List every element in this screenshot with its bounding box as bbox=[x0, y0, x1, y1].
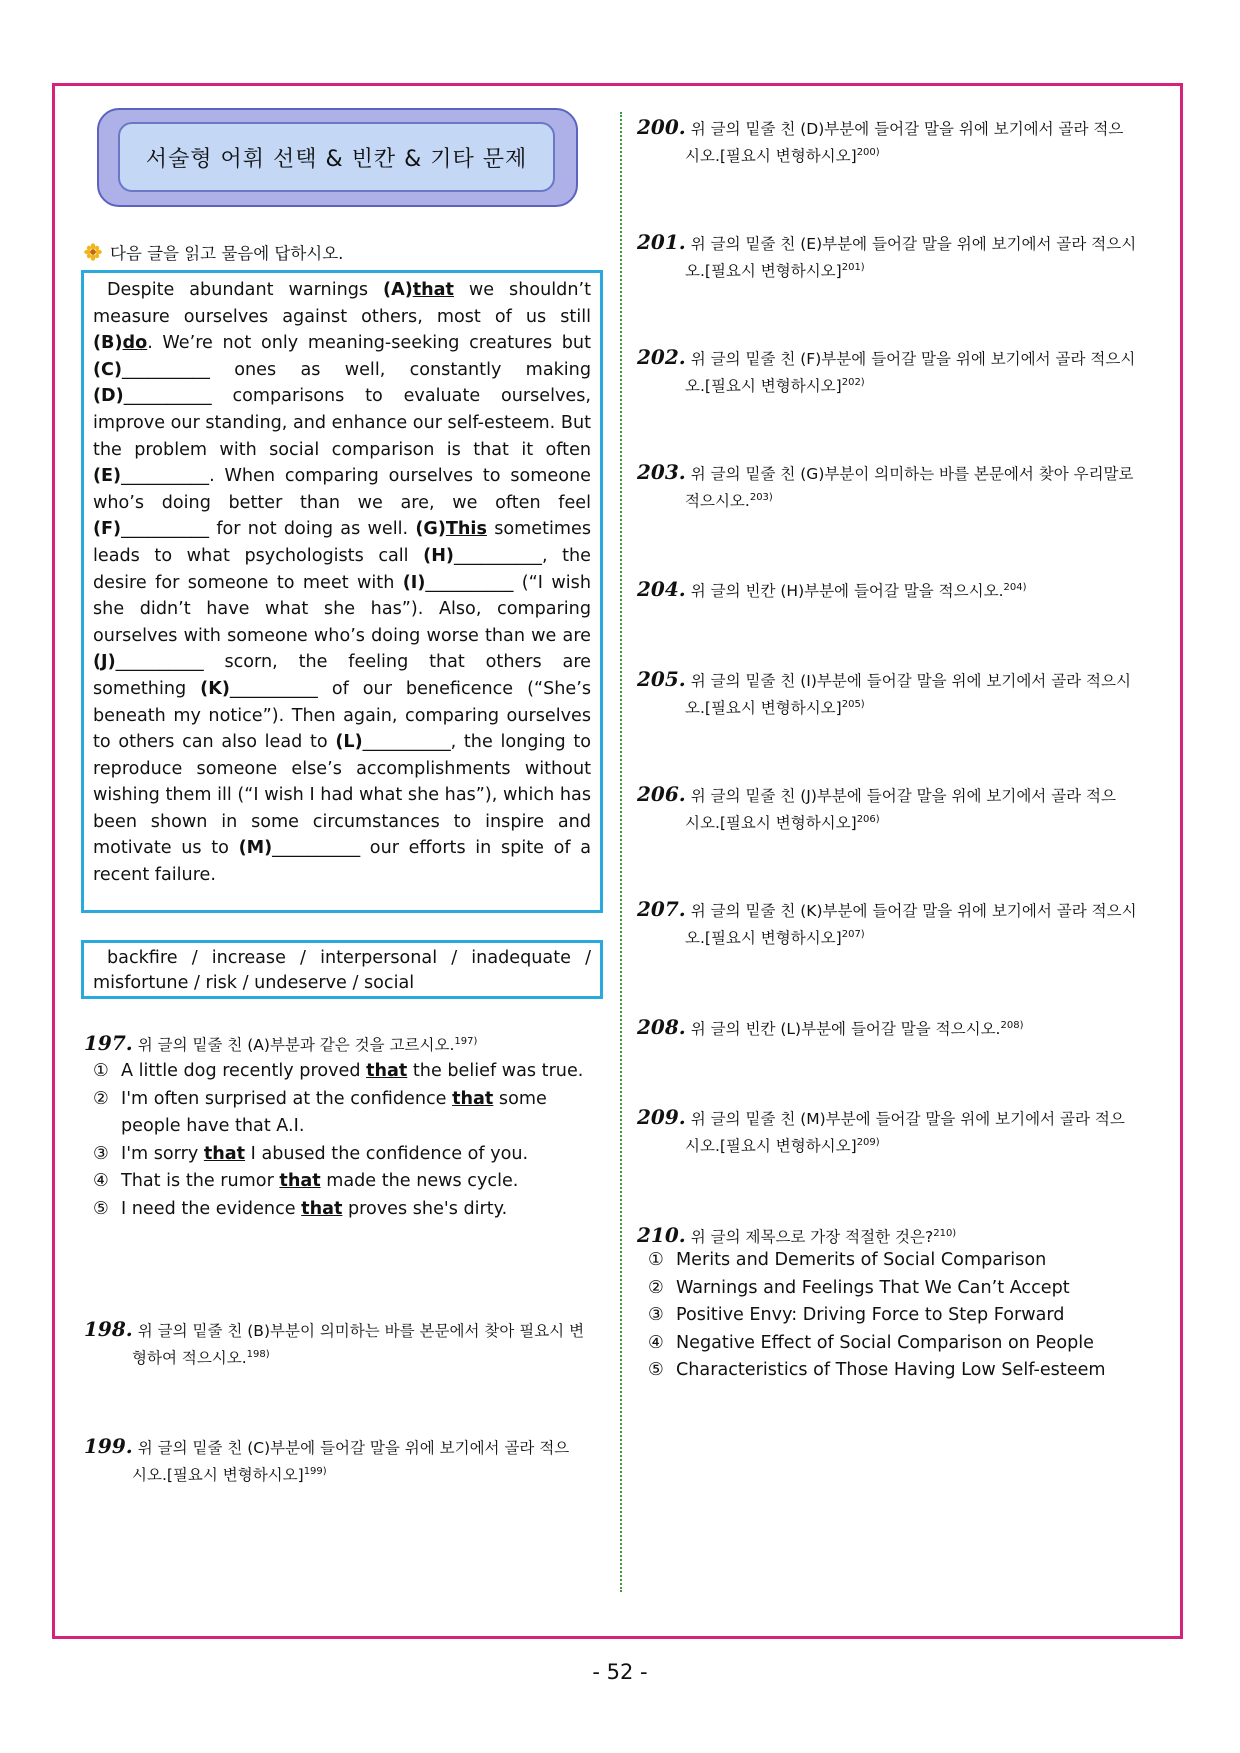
instruction bbox=[84, 240, 343, 264]
question-209: 209. 위 글의 밑줄 친 (M)부분에 들어갈 말을 위에 보기에서 골라 적으 시오.[필요시 변형하시오]$^{209)}$ bbox=[637, 1105, 1125, 1156]
option-5[interactable]: ⑤ I need the evidence that proves she's dirty. bbox=[93, 1198, 508, 1219]
option-1[interactable]: ① Merits and Demerits of Social Comparison bbox=[648, 1250, 1047, 1270]
question-199: 199. 위 글의 밑줄 친 (C)부분에 들어갈 말을 위에 보기에서 골라 적으 시오.[필요시 변형하시오]$^{199)}$ bbox=[84, 1434, 570, 1485]
option-4[interactable]: ④ Negative Effect of Social Comparison on People bbox=[648, 1332, 1094, 1353]
flower-icon bbox=[84, 243, 102, 261]
question-201: 201. 위 글의 밑줄 친 (E)부분에 들어갈 말을 위에 보기에서 골라 적으시 오.[필요시 변형하시오]$^{201)}$ bbox=[637, 230, 1137, 281]
column-divider bbox=[620, 112, 622, 1592]
option-1[interactable]: ① A little dog recently proved that the belief was true. bbox=[93, 1061, 584, 1081]
word-bank-box bbox=[81, 940, 603, 999]
question-210-options bbox=[648, 1247, 1168, 1385]
question-207: 207. 위 글의 밑줄 친 (K)부분에 들어갈 말을 위에 보기에서 골라 적으시 오.[필요시 변형하시오]$^{207)}$ bbox=[637, 897, 1137, 948]
page-number: - 52 - bbox=[592, 1660, 648, 1684]
instruction-text: 다음 글을 읽고 물음에 답하시오. bbox=[110, 244, 344, 263]
question-197: 197. 위 글의 밑줄 친 (A)부분과 같은 것을 고르시오.$^{197)}$ bbox=[84, 1031, 478, 1056]
question-198: 198. 위 글의 밑줄 친 (B)부분이 의미하는 바를 본문에서 찾아 필요시 변 형하여 적으시오.$^{198)}$ bbox=[84, 1317, 585, 1368]
question-204: 204. 위 글의 빈칸 (H)부분에 들어갈 말을 적으시오.$^{204)}$ bbox=[637, 577, 1027, 602]
question-203: 203. 위 글의 밑줄 친 (G)부분이 의미하는 바를 본문에서 찾아 우리말로 적으시오.$^{203)}$ bbox=[637, 460, 1134, 511]
question-202: 202. 위 글의 밑줄 친 (F)부분에 들어갈 말을 위에 보기에서 골라 적으시 오.[필요시 변형하시오]$^{202)}$ bbox=[637, 345, 1136, 396]
option-3[interactable]: ③ I'm sorry that I abused the confidence of you. bbox=[93, 1143, 529, 1164]
question-205: 205. 위 글의 밑줄 친 (I)부분에 들어갈 말을 위에 보기에서 골라 적으시 오.[필요시 변형하시오]$^{205)}$ bbox=[637, 667, 1131, 718]
question-200: 200. 위 글의 밑줄 친 (D)부분에 들어갈 말을 위에 보기에서 골라 적으 시오.[필요시 변형하시오]$^{200)}$ bbox=[637, 115, 1124, 166]
word-bank: backfire / increase / interpersonal / inadequate / misfortune / risk / undeserve / social bbox=[93, 948, 591, 993]
passage-box bbox=[81, 270, 603, 913]
option-2[interactable]: ② Warnings and Feelings That We Can’t Accept bbox=[648, 1277, 1070, 1298]
question-197-options bbox=[93, 1058, 603, 1223]
option-5[interactable]: ⑤ Characteristics of Those Having Low Self-esteem bbox=[648, 1360, 1106, 1380]
question-210: 210. 위 글의 제목으로 가장 적절한 것은?$^{210)}$ bbox=[637, 1223, 957, 1248]
option-2[interactable]: ② I'm often surprised at the confidence that some people have that A.I. bbox=[93, 1088, 547, 1136]
section-title: 서술형 어휘 선택 & 빈칸 & 기타 문제 bbox=[118, 122, 555, 192]
question-206: 206. 위 글의 밑줄 친 (J)부분에 들어갈 말을 위에 보기에서 골라 적으 시오.[필요시 변형하시오]$^{206)}$ bbox=[637, 782, 1117, 833]
option-4[interactable]: ④ That is the rumor that made the news cycle. bbox=[93, 1171, 519, 1191]
passage-text: Despite abundant warnings (A)that we shouldn’t measure ourselves against others, most of us still (B)do. We’re not only meaning-seeking creatures but (C)__________ ones as well, constantly making (D)__________ comparisons to evaluate ourselves, improve our standing, and enhance our self-esteem. But the problem with social comparison is that it often (E)__________. When comparing ourselves to someone who’s doing better than we are, we often feel (F)__________ for not doing as well. (G)This sometimes leads to what psychologists call (H)__________, the desire for someone to meet with (I)__________ (“I wish she didn’t have what she has”). Also, comparing ourselves with someone who’s doing worse than we are (J)__________ scorn, the feeling that others are something (K)__________ of our beneficence (“She’s beneath my notice”). Then again, comparing ourselves to others can also lead to (L)__________, the longing to reproduce someone else’s accomplishments without wishing them ill (“I wish I had what she has”), which has been shown in some circumstances to inspire and motivate us to (M)__________ our efforts in spite of a recent failure. bbox=[93, 280, 591, 886]
question-208: 208. 위 글의 빈칸 (L)부분에 들어갈 말을 적으시오.$^{208)}$ bbox=[637, 1015, 1024, 1040]
option-3[interactable]: ③ Positive Envy: Driving Force to Step Forward bbox=[648, 1305, 1065, 1325]
